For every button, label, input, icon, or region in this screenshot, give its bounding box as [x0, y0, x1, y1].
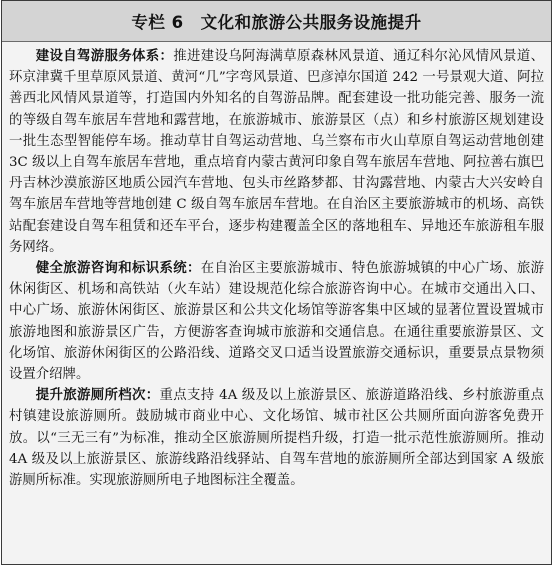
section-heading: 健全旅游咨询和标识系统：	[35, 260, 201, 277]
section-body: 推进建设乌阿海满草原森林风景道、通辽科尔沁风情风景道、环京津冀千里草原风景道、黄河“几”字弯风景道、巴彦淖尔国道 242 一号景观大道、阿拉善西北风情风景道等，打造国内外知名的自驾游品牌。配套建设一批功能完善、服务一流的等级自驾车旅居车营地和露营地，在旅游城市、旅游景区（点）和乡村旅游区规划建设一批生态型智能停车场。推动草甘自驾运动营地、乌兰察布市火山草原自驾运动营地创建 3C 级以上自驾车旅居车营地，重点培育内蒙古黄河印象自驾车旅居车营地、阿拉善右旗巴丹吉林沙漠旅游区地质公园汽车营地、包头市丝路梦都、甘沟露营地、内蒙古大兴安岭自驾车旅居车营地等营地创建 C 级自驾车旅居车营地。在自治区主要旅游城市的机场、高铁站配套建设自驾车租赁和还车平台，逐步构建覆盖全区的落地租车、异地还车旅游租车服务网络。	[9, 49, 545, 255]
special-column-box	[1, 0, 552, 565]
section-consulting-signage	[9, 258, 544, 385]
section-self-drive	[9, 46, 544, 258]
column-title: 专栏 6 文化和旅游公共服务设施提升	[2, 1, 551, 42]
column-content	[9, 46, 544, 491]
section-body: 在自治区主要旅游城市、特色旅游城镇的中心广场、旅游休闲街区、机场和高铁站（火车站）建设规范化综合旅游咨询中心。在城市交通出入口、中心广场、旅游休闲街区、旅游景区和公共文化场馆等游客集中区域的显著位置设置城市旅游地图和旅游景区广告，方便游客查询城市旅游和交通信息。在通往重要旅游景区、文化场馆、旅游休闲街区的公路沿线、道路交叉口适当设置旅游交通标识，重要景点景物须设置介绍牌。	[9, 261, 544, 383]
section-toilets	[9, 385, 544, 491]
section-heading: 建设自驾游服务体系：	[35, 48, 174, 64]
section-heading: 提升旅游厕所档次：	[35, 387, 160, 404]
section-body: 重点支持 4A 级及以上旅游景区、旅游道路沿线、乡村旅游重点村镇建设旅游厕所。鼓励城市商业中心、文化场馆、城市社区公共厕所面向游客免费开放。以“三无三有”为标准，推动全区旅游厕所提档升级，打造一批示范性旅游厕所。推动 4A 级及以上旅游景区、旅游线路沿线驿站、自驾车营地的旅游厕所全部达到国家 A 级旅游厕所标准。实现旅游厕所电子地图标注全覆盖。	[9, 388, 545, 489]
